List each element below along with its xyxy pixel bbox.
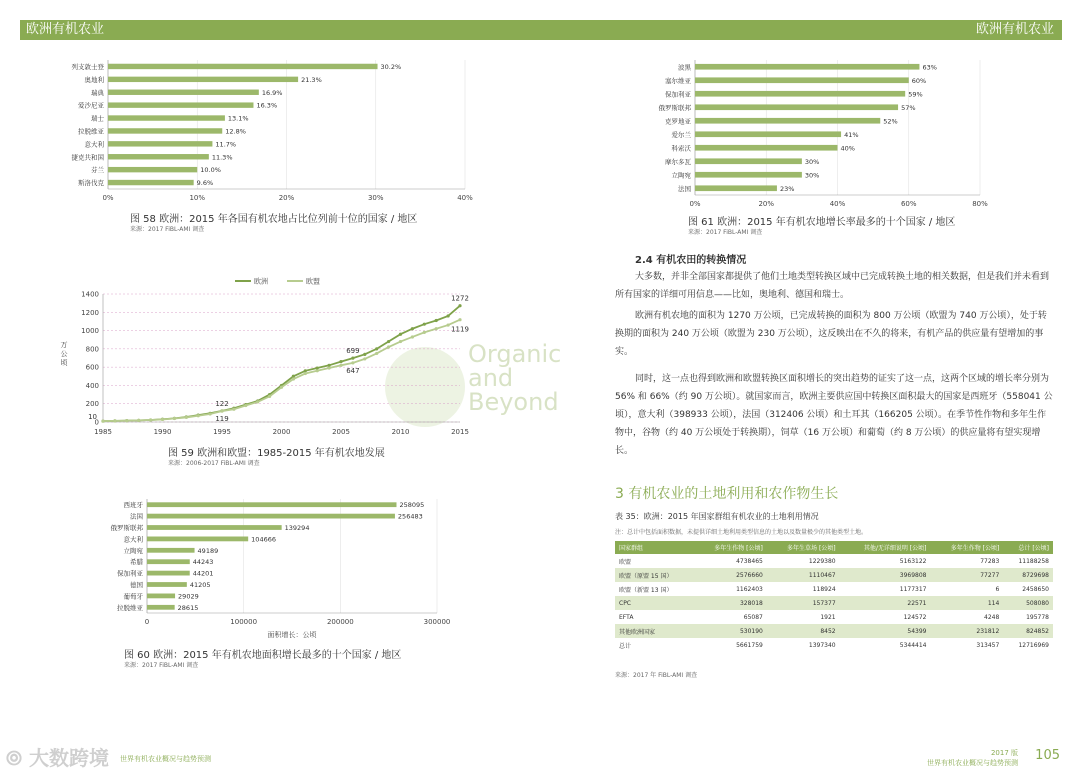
fig59-caption: 图 59 欧洲和欧盟：1985-2015 年有机农地发展 [168, 448, 385, 459]
fig61-value-label: 30% [804, 157, 820, 166]
fig58-category-label: 芬兰 [91, 166, 104, 175]
fig60-bar [147, 502, 396, 507]
fig61-chart [620, 58, 1020, 213]
fig61-value-label: 60% [911, 76, 927, 85]
fig61-value-label: 23% [779, 184, 795, 193]
fig60-category-label: 西班牙 [123, 501, 143, 510]
fig61-value-label: 40% [840, 144, 855, 153]
fig58-bar [108, 128, 222, 133]
fig60-category-label: 法国 [130, 512, 143, 521]
table35-cell: 54399 [840, 624, 931, 638]
fig60-value-label: 256483 [397, 512, 423, 521]
fig59-x-tick-label: 1985 [94, 428, 112, 436]
table-row [615, 582, 1053, 596]
fig59-x-tick-label: 1995 [213, 428, 231, 436]
fig59-series-point [256, 400, 259, 403]
fig59-series-point [232, 408, 235, 411]
fig59-y-tick-label: 1400 [81, 290, 99, 299]
fig61-source: 来源：2017 FiBL-AMI 调查 [688, 229, 763, 236]
fig61-category-label: 摩尔多瓦 [665, 157, 691, 166]
fig59-watermark-logo-icon [385, 347, 465, 427]
fig59-legend-label: 欧洲 [254, 277, 268, 286]
fig59-series-point [268, 395, 271, 398]
table35-cell: 5344414 [899, 641, 927, 649]
fig59-series-point [328, 366, 331, 369]
fig59-source: 来源：2006-2017 FiBL-AMI 调查 [168, 460, 260, 467]
fig58-category-label: 瑞典 [91, 88, 104, 97]
table-row [615, 638, 1053, 652]
table35-cell: 195778 [1026, 613, 1049, 621]
table35 [615, 541, 1053, 652]
fig58-category-label: 拉脱维亚 [78, 127, 104, 136]
fig59-series-point [375, 347, 378, 350]
fig60-bar [147, 571, 190, 576]
table35-cell: 11188258 [1018, 557, 1049, 565]
fig58-bar [108, 90, 259, 95]
fig58-bar [108, 167, 197, 172]
table35-cell: 1397340 [808, 641, 836, 649]
header-left-title: 欧洲有机农业 [26, 22, 105, 37]
table35-cell: 4738465 [736, 557, 763, 565]
fig60-value-label: 29029 [178, 592, 199, 601]
fig59-watermark-text: and [468, 364, 514, 392]
fig59-series-point [351, 356, 354, 359]
fig61-category-label: 法国 [678, 184, 691, 193]
fig59-series-point [316, 366, 319, 369]
fig59-data-label: 10 [88, 413, 97, 422]
section-2-4-paragraph-1: 大多数，并非全部国家都提供了他们土地类型转换区域中已完成转换土地的相关数据，但是我们并未看到所有国家的详细可用信息——比如，奥地利、德国和瑞士。 [615, 272, 1050, 300]
fig59-series-point [125, 419, 128, 422]
fig58-bar [108, 64, 378, 69]
table35-cell: 6 [995, 585, 1000, 593]
fig59-series-point [220, 410, 223, 413]
fig58-category-label: 列支敦士登 [71, 62, 104, 71]
fig61-bar [695, 91, 905, 97]
fig61-tick-label: 20% [758, 200, 775, 208]
fig59-series-point [316, 369, 319, 372]
fig61-value-label: 30% [804, 171, 820, 180]
fig61-category-label: 立陶宛 [671, 171, 691, 180]
table35-cell: 3969808 [840, 568, 931, 582]
fig61-bar [695, 172, 802, 178]
table35-cell: 114 [931, 596, 1004, 610]
fig59-series-point [292, 375, 295, 378]
fig60-category-label: 俄罗斯联邦 [110, 524, 143, 532]
fig58-value-label: 16.9% [261, 88, 283, 97]
fig59-data-label: 122 [215, 399, 229, 408]
table35-caption: 表 35：欧洲：2015 年国家群组有机农业的土地利用情况 [615, 512, 819, 521]
fig61-value-label: 59% [908, 90, 923, 99]
table-row [615, 624, 1053, 638]
fig58-bar [108, 180, 194, 185]
fig61-bar [695, 158, 802, 164]
fig60-category-label: 德国 [130, 581, 143, 589]
table35-cell: 508080 [1003, 596, 1053, 610]
table35-cell: 231812 [931, 624, 1004, 638]
fig60-category-label: 意大利 [123, 535, 143, 544]
table35-cell: 4248 [984, 613, 1000, 621]
fig59-series-point [399, 340, 402, 343]
table35-cell: 1229380 [808, 557, 836, 565]
fig58-value-label: 12.8% [225, 127, 246, 136]
fig59-series-point [149, 418, 152, 421]
fig61-value-label: 57% [901, 103, 916, 112]
table35-cell: 总计 [619, 642, 632, 650]
table35-cell: 77283 [980, 557, 1000, 565]
fig59-watermark-text: Beyond [468, 388, 559, 416]
fig58-source: 来源：2017 FiBL-AMI 调查 [130, 226, 205, 233]
fig58-category-label: 爱沙尼亚 [78, 101, 104, 110]
table35-note: 注：总计中包括面积数据，未提供详细土地利用类型信息的土地以及数量极少的其他类型土地。 [615, 529, 868, 536]
watermark-logo [6, 742, 109, 771]
fig59-y-tick-label: 600 [85, 363, 99, 372]
fig59-series-point [423, 323, 426, 326]
table35-cell: 1110467 [767, 568, 840, 582]
header-right-bar [540, 20, 1062, 40]
table35-cell: 22571 [840, 596, 931, 610]
table35-cell: 77277 [931, 568, 1004, 582]
fig61-category-label: 波黑 [678, 63, 691, 72]
fig59-series-point [304, 369, 307, 372]
table35-header-cell: 其他/无详细说明 [公顷] [840, 541, 931, 554]
fig60-category-label: 葡萄牙 [123, 592, 143, 601]
fig61-tick-label: 80% [972, 200, 988, 208]
fig59-x-tick-label: 1990 [153, 428, 172, 436]
fig58-category-label: 斯洛伐克 [78, 179, 104, 188]
fig59-series-point [280, 386, 283, 389]
fig60-category-label: 立陶宛 [123, 546, 143, 555]
fig60-bar [147, 514, 395, 519]
table35-cell: 65087 [743, 613, 763, 621]
fig59-series-point [137, 419, 140, 422]
fig59-data-label: 1272 [451, 294, 469, 303]
fig59-x-tick-label: 2005 [332, 428, 350, 436]
fig61-value-label: 41% [844, 130, 859, 139]
fig61-value-label: 52% [883, 117, 898, 126]
fig59-watermark-text: Organic [468, 340, 562, 368]
fig59-data-label: 119 [215, 415, 229, 424]
fig59-x-tick-label: 2000 [272, 428, 291, 436]
fig58-bar [108, 102, 253, 107]
fig61-bar [695, 185, 777, 191]
section-2-4-title: 2.4 有机农田的转换情况 [635, 255, 747, 266]
fig61-value-label: 63% [922, 63, 937, 72]
fig61-bar [695, 64, 919, 70]
table35-cell: 2576660 [694, 568, 767, 582]
table35-cell: 313457 [976, 641, 1000, 649]
fig61-caption: 图 61 欧洲：2015 年有机农地增长率最多的十个国家 / 地区 [688, 217, 956, 228]
fig59-series-point [304, 372, 307, 375]
footer-edition: 2017 版 [990, 749, 1018, 757]
table35-header-cell: 多年生作物 [公顷] [694, 541, 767, 554]
footer-left-line: 世界有机农业概况与趋势预测 [120, 755, 211, 763]
table35-header-row [615, 541, 1053, 554]
fig58-category-label: 捷克共和国 [71, 153, 104, 162]
fig59-series-point [363, 353, 366, 356]
fig60-category-label: 拉脱维亚 [117, 603, 143, 612]
fig61-bar [695, 118, 880, 124]
fig58-category-label: 瑞士 [91, 114, 104, 123]
fig58-tick-label: 10% [189, 194, 206, 202]
header-left-bar [20, 20, 546, 40]
fig58-value-label: 11.7% [215, 140, 237, 149]
fig58-category-label: 奥地利 [84, 75, 104, 84]
fig61-tick-label: 40% [829, 200, 846, 208]
fig60-value-label: 44243 [192, 558, 214, 567]
fig61-bar [695, 145, 838, 151]
fig59-y-tick-label: 800 [85, 345, 99, 354]
fig61-category-label: 克罗地亚 [665, 117, 691, 126]
fig59-series-point [435, 327, 438, 330]
fig59-series-point [411, 327, 414, 330]
fig61-category-label: 爱尔兰 [671, 130, 691, 139]
table35-cell: 12716969 [1018, 641, 1049, 649]
fig59-series-point [458, 318, 461, 321]
fig59-series-point [387, 345, 390, 348]
footer-title: 世界有机农业概况与趋势预测 [927, 759, 1018, 767]
fig58-value-label: 16.3% [256, 101, 278, 110]
fig60-value-label: 104666 [251, 535, 277, 544]
table-row [615, 596, 1053, 610]
fig60-tick-label: 300000 [423, 618, 451, 626]
table35-header-cell: 多年生草场 [公顷] [767, 541, 840, 554]
fig59-series-point [339, 364, 342, 367]
fig59-series-point [423, 331, 426, 334]
fig60-value-label: 28615 [177, 603, 199, 612]
fig58-tick-label: 40% [457, 194, 473, 202]
fig60-value-label: 41205 [189, 581, 211, 589]
table35-cell: 其他欧洲国家 [615, 624, 694, 638]
fig61-category-label: 保加利亚 [665, 90, 691, 99]
fig60-bar [147, 537, 248, 542]
fig59-series-point [351, 361, 354, 364]
fig59-series-point [387, 340, 390, 343]
fig59-series-point [209, 412, 212, 415]
header-right-title: 欧洲有机农业 [975, 22, 1054, 37]
table35-source: 来源：2017 年 FiBL-AMI 调查 [615, 672, 698, 679]
fig60-source: 来源：2017 FiBL-AMI 调查 [124, 662, 199, 669]
footer-right-text [927, 748, 1018, 768]
fig58-bar [108, 115, 225, 120]
fig58-chart [40, 55, 490, 210]
fig60-category-label: 保加利亚 [117, 569, 143, 578]
fig59-y-tick-label: 1200 [81, 308, 99, 317]
fig58-value-label: 30.2% [380, 62, 402, 71]
fig60-value-label: 139294 [284, 524, 310, 532]
table35-cell: 5661759 [736, 641, 763, 649]
fig61-category-label: 科索沃 [671, 144, 691, 153]
fig58-value-label: 21.3% [301, 75, 322, 84]
fig58-bar [108, 77, 298, 82]
fig59-x-tick-label: 2015 [451, 428, 469, 436]
table35-cell: CPC [615, 596, 694, 610]
fig59-series-point [399, 333, 402, 336]
fig58-bar [108, 141, 212, 146]
fig58-bar [108, 154, 209, 159]
table35-cell: 欧盟（原盟 15 国） [615, 568, 694, 582]
fig60-bar [147, 605, 175, 610]
table35-cell: 5163122 [899, 557, 927, 565]
fig60-bar [147, 559, 190, 564]
table35-header-cell: 多年生作物 [公顷] [931, 541, 1004, 554]
fig59-y-tick-label: 200 [85, 400, 99, 409]
fig59-series-point [173, 417, 176, 420]
fig59-series-point [197, 414, 200, 417]
fig58-tick-label: 30% [367, 194, 384, 202]
watermark-logo-mark-icon: ⦾ [6, 746, 22, 770]
table35-header-cell: 国家群组 [615, 541, 694, 554]
fig59-series-point [458, 304, 461, 307]
fig60-tick-label: 100000 [230, 618, 258, 626]
watermark-logo-text: 大数跨境 [28, 746, 109, 770]
fig60-tick-label: 0 [144, 618, 150, 626]
fig60-tick-label: 200000 [326, 618, 354, 626]
page-number: 105 [1035, 748, 1060, 763]
fig58-value-label: 9.6% [196, 179, 214, 188]
fig60-x-axis-title: 面积增长：公顷 [267, 631, 317, 639]
table35-cell: EFTA [619, 613, 634, 621]
fig59-series-point [161, 418, 164, 421]
fig59-series-point [101, 419, 104, 422]
table35-cell: 1177317 [899, 585, 927, 593]
fig61-bar [695, 77, 909, 83]
fig59-series-point [339, 360, 342, 363]
fig59-y-tick-label: 0 [94, 418, 99, 427]
table35-header-cell: 总计 [公顷] [1003, 541, 1053, 554]
fig60-chart [40, 497, 490, 637]
fig61-bar [695, 104, 898, 110]
fig59-series-point [113, 419, 116, 422]
table35-cell: 530190 [694, 624, 767, 638]
table35-cell: 157377 [767, 596, 840, 610]
fig61-bar [695, 131, 841, 137]
fig58-caption: 图 58 欧洲：2015 年各国有机农地占比位列前十位的国家 / 地区 [130, 214, 418, 225]
table35-cell: 124572 [903, 613, 927, 621]
fig59-y-axis-title: 顷 [60, 359, 68, 367]
fig58-category-label: 意大利 [84, 140, 104, 149]
table35-cell: 1921 [820, 613, 836, 621]
fig60-bar [147, 582, 187, 587]
table35-cell: 118924 [812, 585, 836, 593]
fig61-category-label: 塞尔维亚 [665, 76, 691, 85]
fig60-bar [147, 594, 175, 599]
fig59-series-point [447, 314, 450, 317]
fig59-data-label: 647 [346, 366, 360, 375]
fig59-series-point [185, 416, 188, 419]
table35-cell: 8729698 [1003, 568, 1053, 582]
fig59-y-tick-label: 1000 [81, 327, 99, 336]
fig60-value-label: 258095 [399, 501, 425, 510]
section-3-title: 3 有机农业的土地利用和农作物生长 [615, 486, 839, 502]
section-2-4-paragraph-2: 欧洲有机农地的面积为 1270 万公顷，已完成转换的面积为 800 万公顷（欧盟为 740 万公顷），处于转换期的面积为 240 万公顷（欧盟为 230 万公顷），这反映出在不久的将来，有机产品的供应量有望增加的事实。 [615, 311, 1047, 357]
table35-cell: 8452 [767, 624, 840, 638]
fig59-chart [40, 272, 562, 444]
fig58-value-label: 10.0% [200, 166, 221, 175]
fig61-tick-label: 0% [689, 200, 701, 208]
table35-cell: 欧盟 [619, 558, 632, 566]
fig59-series-point [411, 335, 414, 338]
fig60-bar [147, 548, 195, 553]
fig58-value-label: 11.3% [211, 153, 233, 162]
fig59-y-tick-label: 400 [85, 381, 99, 390]
fig60-bar [147, 525, 282, 530]
table-row [615, 610, 1053, 624]
table35-cell: 欧盟（新盟 13 国） [619, 586, 673, 594]
fig60-category-label: 希腊 [130, 558, 143, 567]
fig58-value-label: 13.1% [227, 114, 249, 123]
fig59-series-point [447, 323, 450, 326]
fig59-y-axis-title: 公 [60, 350, 68, 358]
fig61-category-label: 俄罗斯联邦 [658, 103, 691, 112]
fig59-series-point [375, 352, 378, 355]
table-row [615, 554, 1053, 568]
section-2-4-paragraph-3: 同时，这一点也得到欧洲和欧盟转换区面积增长的突出趋势的证实了这一点，这两个区域的增长率分别为 56% 和 66%（约 90 万公顷）。就国家而言，欧洲主要供应国中转换区面积最大的国家是西班牙（558041 公顷），意大利（398933 公顷），法国（312406 公顷）和土耳其（166205 公顷）。在季节性作物和多年生作物中，谷物（约 40 万公顷处于转换期），饲草（16 万公顷）和葡萄（约 8 万公顷）的供应量将有望实现增长。 [615, 374, 1053, 456]
fig60-caption: 图 60 欧洲：2015 年有机农地面积增长最多的十个国家 / 地区 [124, 650, 402, 661]
fig61-tick-label: 60% [900, 200, 917, 208]
fig59-data-label: 699 [346, 347, 360, 356]
fig60-value-label: 49189 [197, 546, 219, 555]
fig59-series-point [244, 404, 247, 407]
fig59-y-axis-title: 万 [60, 341, 68, 349]
fig58-tick-label: 20% [278, 194, 295, 202]
table-row [615, 568, 1053, 582]
fig59-series-point [363, 357, 366, 360]
fig60-value-label: 44201 [192, 569, 214, 578]
fig59-series-point [328, 364, 331, 367]
table35-cell: 2458650 [1022, 585, 1049, 593]
table35-cell: 824852 [1003, 624, 1053, 638]
fig59-x-tick-label: 2010 [391, 428, 410, 436]
table35-cell: 1162403 [736, 585, 763, 593]
fig59-data-label: 1119 [451, 325, 469, 334]
fig59-series-point [292, 377, 295, 380]
fig59-legend-label: 欧盟 [306, 277, 320, 286]
table35-cell: 328018 [694, 596, 767, 610]
fig58-tick-label: 0% [102, 194, 114, 202]
fig59-series-point [435, 319, 438, 322]
